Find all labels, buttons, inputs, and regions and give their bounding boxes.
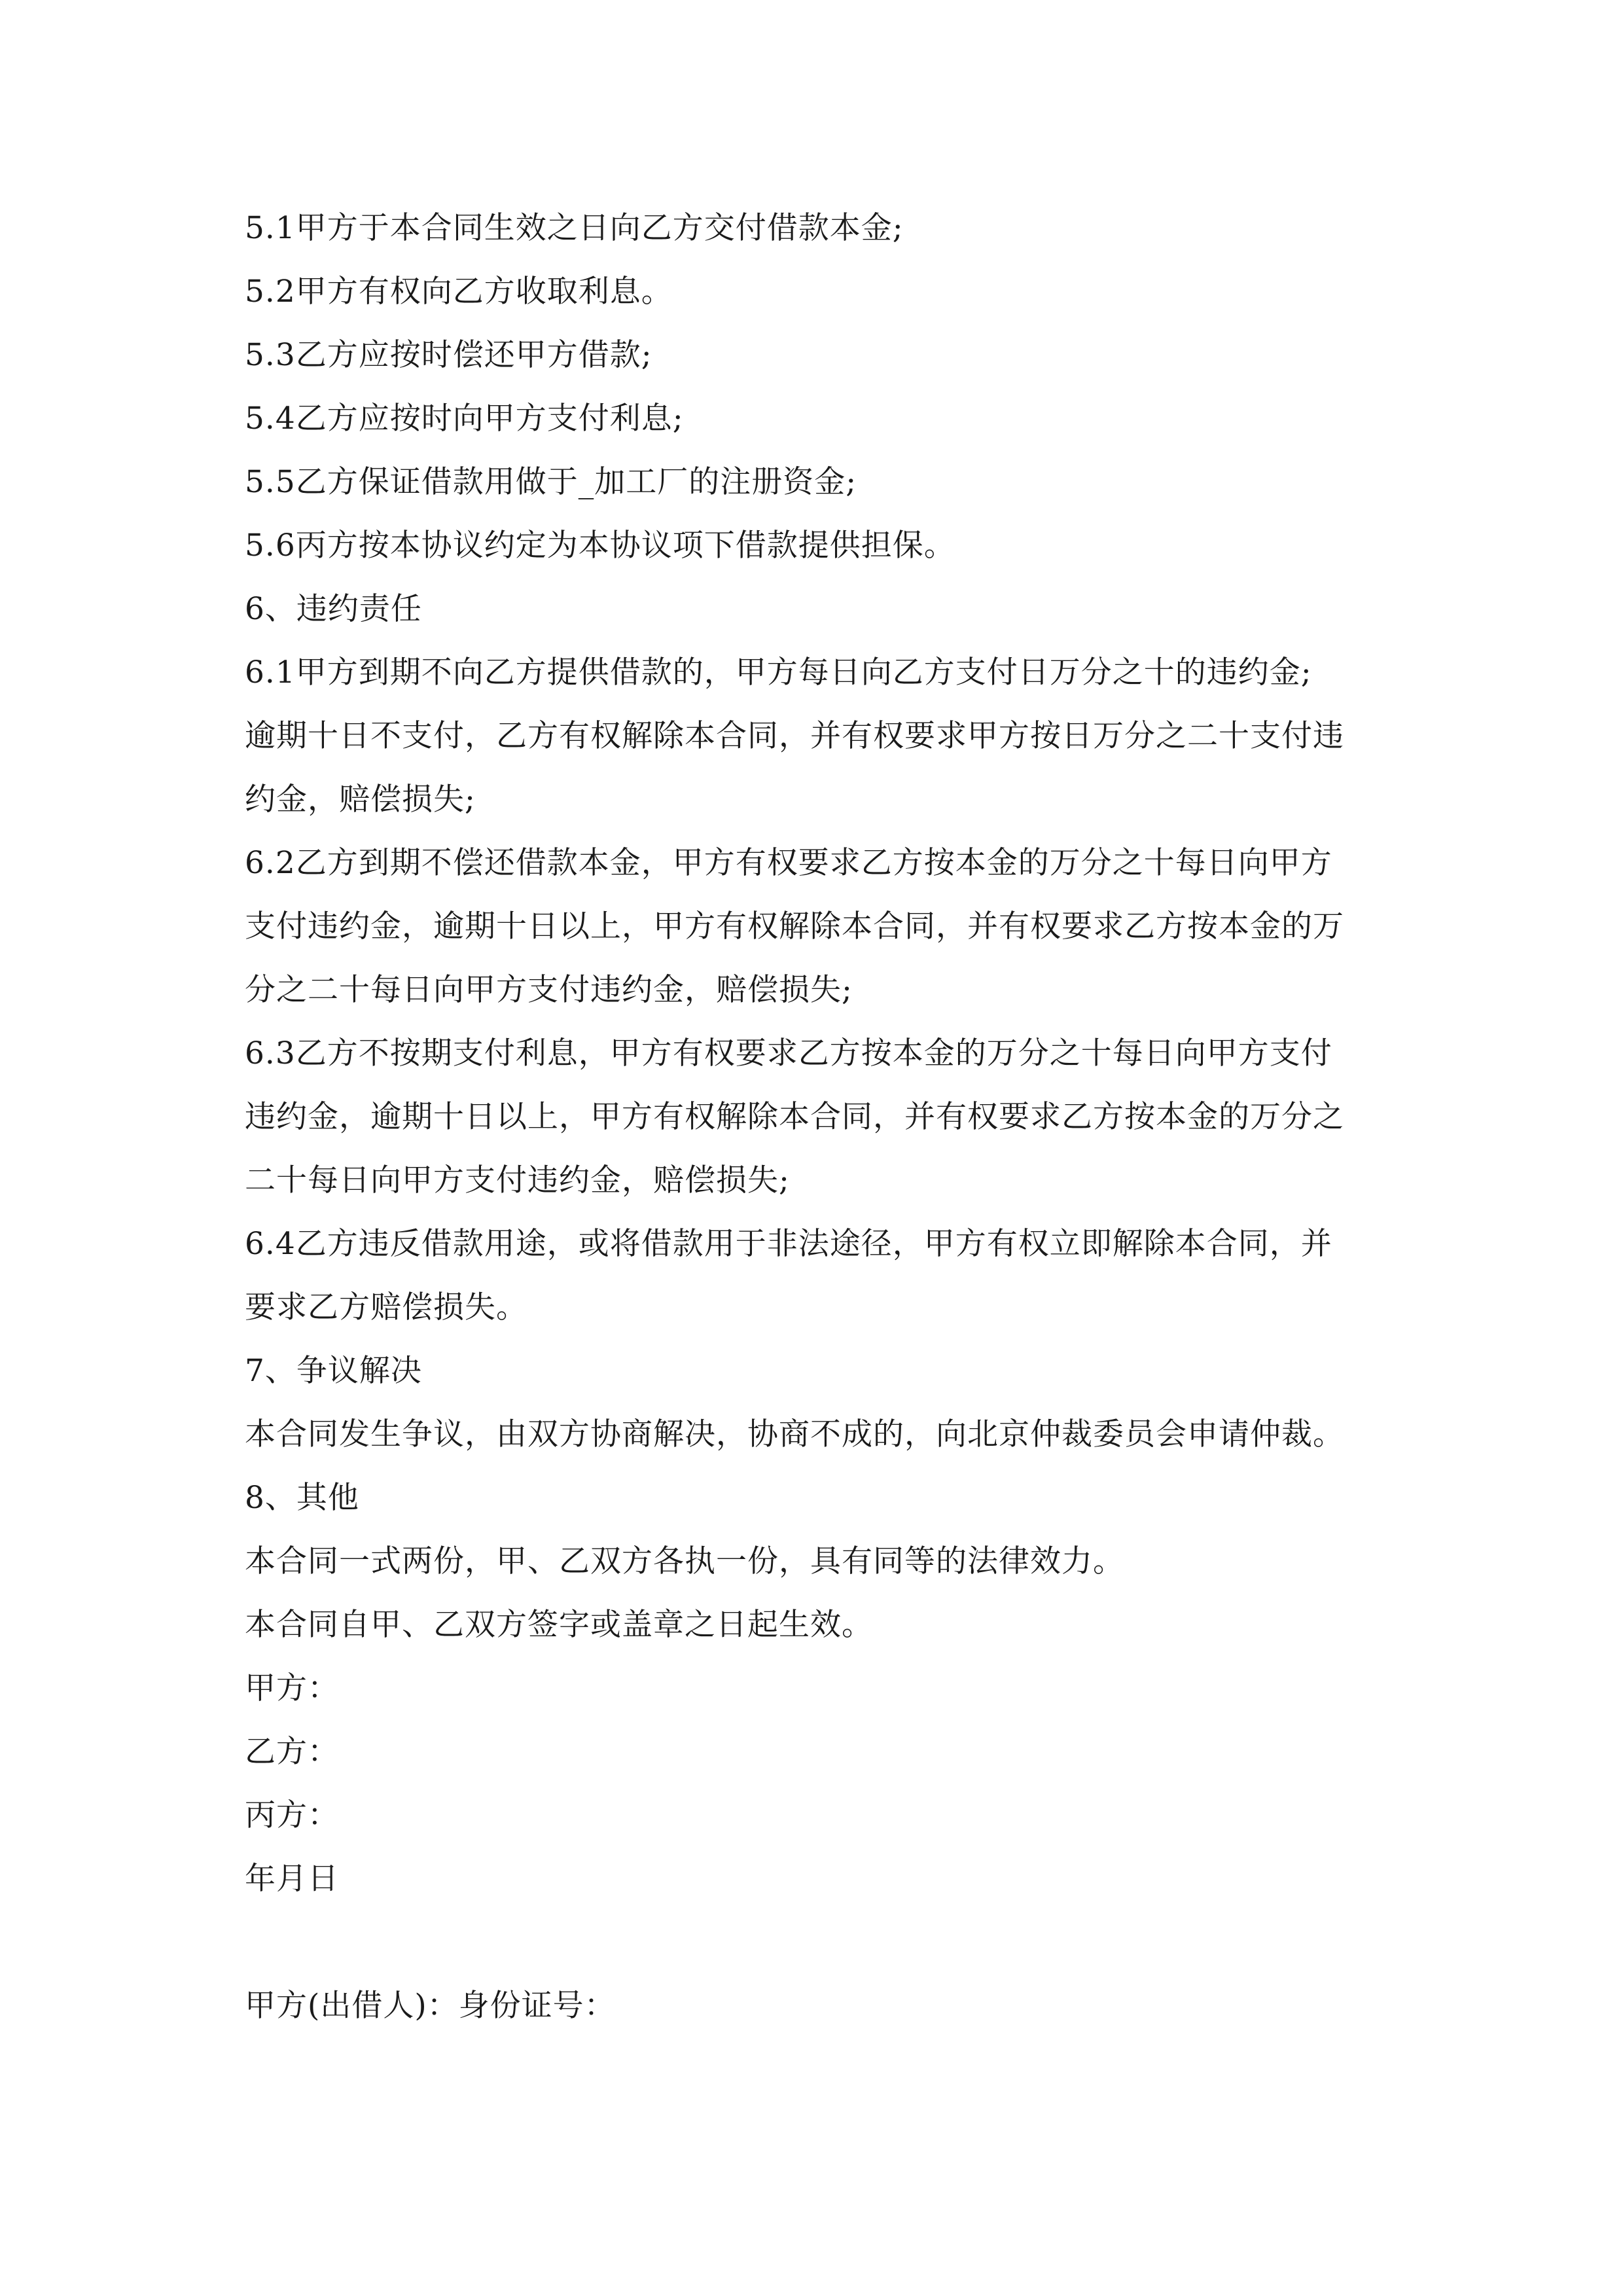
signature-date: 年月日: [245, 1861, 339, 1897]
clause-6-1-line-1: 6.1甲方到期不向乙方提供借款的，甲方每日向乙方支付日万分之十的违约金;: [245, 655, 1312, 691]
section-8-heading: 8、其他: [245, 1480, 359, 1516]
clause-5-2: 5.2甲方有权向乙方收取利息。: [245, 274, 673, 310]
section-7-heading: 7、争议解决: [245, 1353, 422, 1389]
dispute-resolution-text: 本合同发生争议，由双方协商解决，协商不成的，向北京仲裁委员会申请仲裁。: [245, 1416, 1344, 1452]
clause-6-2-line-2: 支付违约金，逾期十日以上，甲方有权解除本合同，并有权要求乙方按本金的万: [245, 908, 1344, 944]
effective-text: 本合同自甲、乙双方签字或盖章之日起生效。: [245, 1607, 873, 1643]
spacer: [245, 1910, 1416, 1974]
clause-6-2-line-1: 6.2乙方到期不偿还借款本金，甲方有权要求乙方按本金的万分之十每日向甲方: [245, 845, 1332, 881]
lender-id-line: 甲方(出借人)：身份证号：: [245, 1988, 616, 2024]
party-a-signature: 甲方：: [245, 1670, 339, 1706]
party-c-signature: 丙方：: [245, 1797, 339, 1833]
document-body: [245, 196, 1416, 2037]
section-6-heading: 6、违约责任: [245, 591, 422, 627]
clause-5-4: 5.4乙方应按时向甲方支付利息;: [245, 401, 684, 437]
copies-text: 本合同一式两份，甲、乙双方各执一份，具有同等的法律效力。: [245, 1543, 1124, 1579]
clause-6-1-line-3: 约金，赔偿损失;: [245, 781, 476, 817]
clause-5-6: 5.6丙方按本协议约定为本协议项下借款提供担保。: [245, 528, 955, 564]
clause-6-4-line-2: 要求乙方赔偿损失。: [245, 1289, 527, 1325]
clause-5-3: 5.3乙方应按时偿还甲方借款;: [245, 337, 652, 373]
clause-6-2-line-3: 分之二十每日向甲方支付违约金，赔偿损失;: [245, 972, 853, 1008]
clause-6-4-line-1: 6.4乙方违反借款用途，或将借款用于非法途径，甲方有权立即解除本合同，并: [245, 1226, 1332, 1262]
clause-6-3-line-1: 6.3乙方不按期支付利息，甲方有权要求乙方按本金的万分之十每日向甲方支付: [245, 1035, 1332, 1071]
clause-6-3-line-3: 二十每日向甲方支付违约金，赔偿损失;: [245, 1162, 790, 1198]
clause-5-5: 5.5乙方保证借款用做于_加工厂的注册资金;: [245, 464, 857, 500]
clause-6-1-line-2: 逾期十日不支付，乙方有权解除本合同，并有权要求甲方按日万分之二十支付违: [245, 718, 1344, 754]
party-b-signature: 乙方：: [245, 1734, 339, 1770]
clause-6-3-line-2: 违约金，逾期十日以上，甲方有权解除本合同，并有权要求乙方按本金的万分之: [245, 1099, 1344, 1135]
clause-5-1: 5.1甲方于本合同生效之日向乙方交付借款本金;: [245, 210, 904, 246]
